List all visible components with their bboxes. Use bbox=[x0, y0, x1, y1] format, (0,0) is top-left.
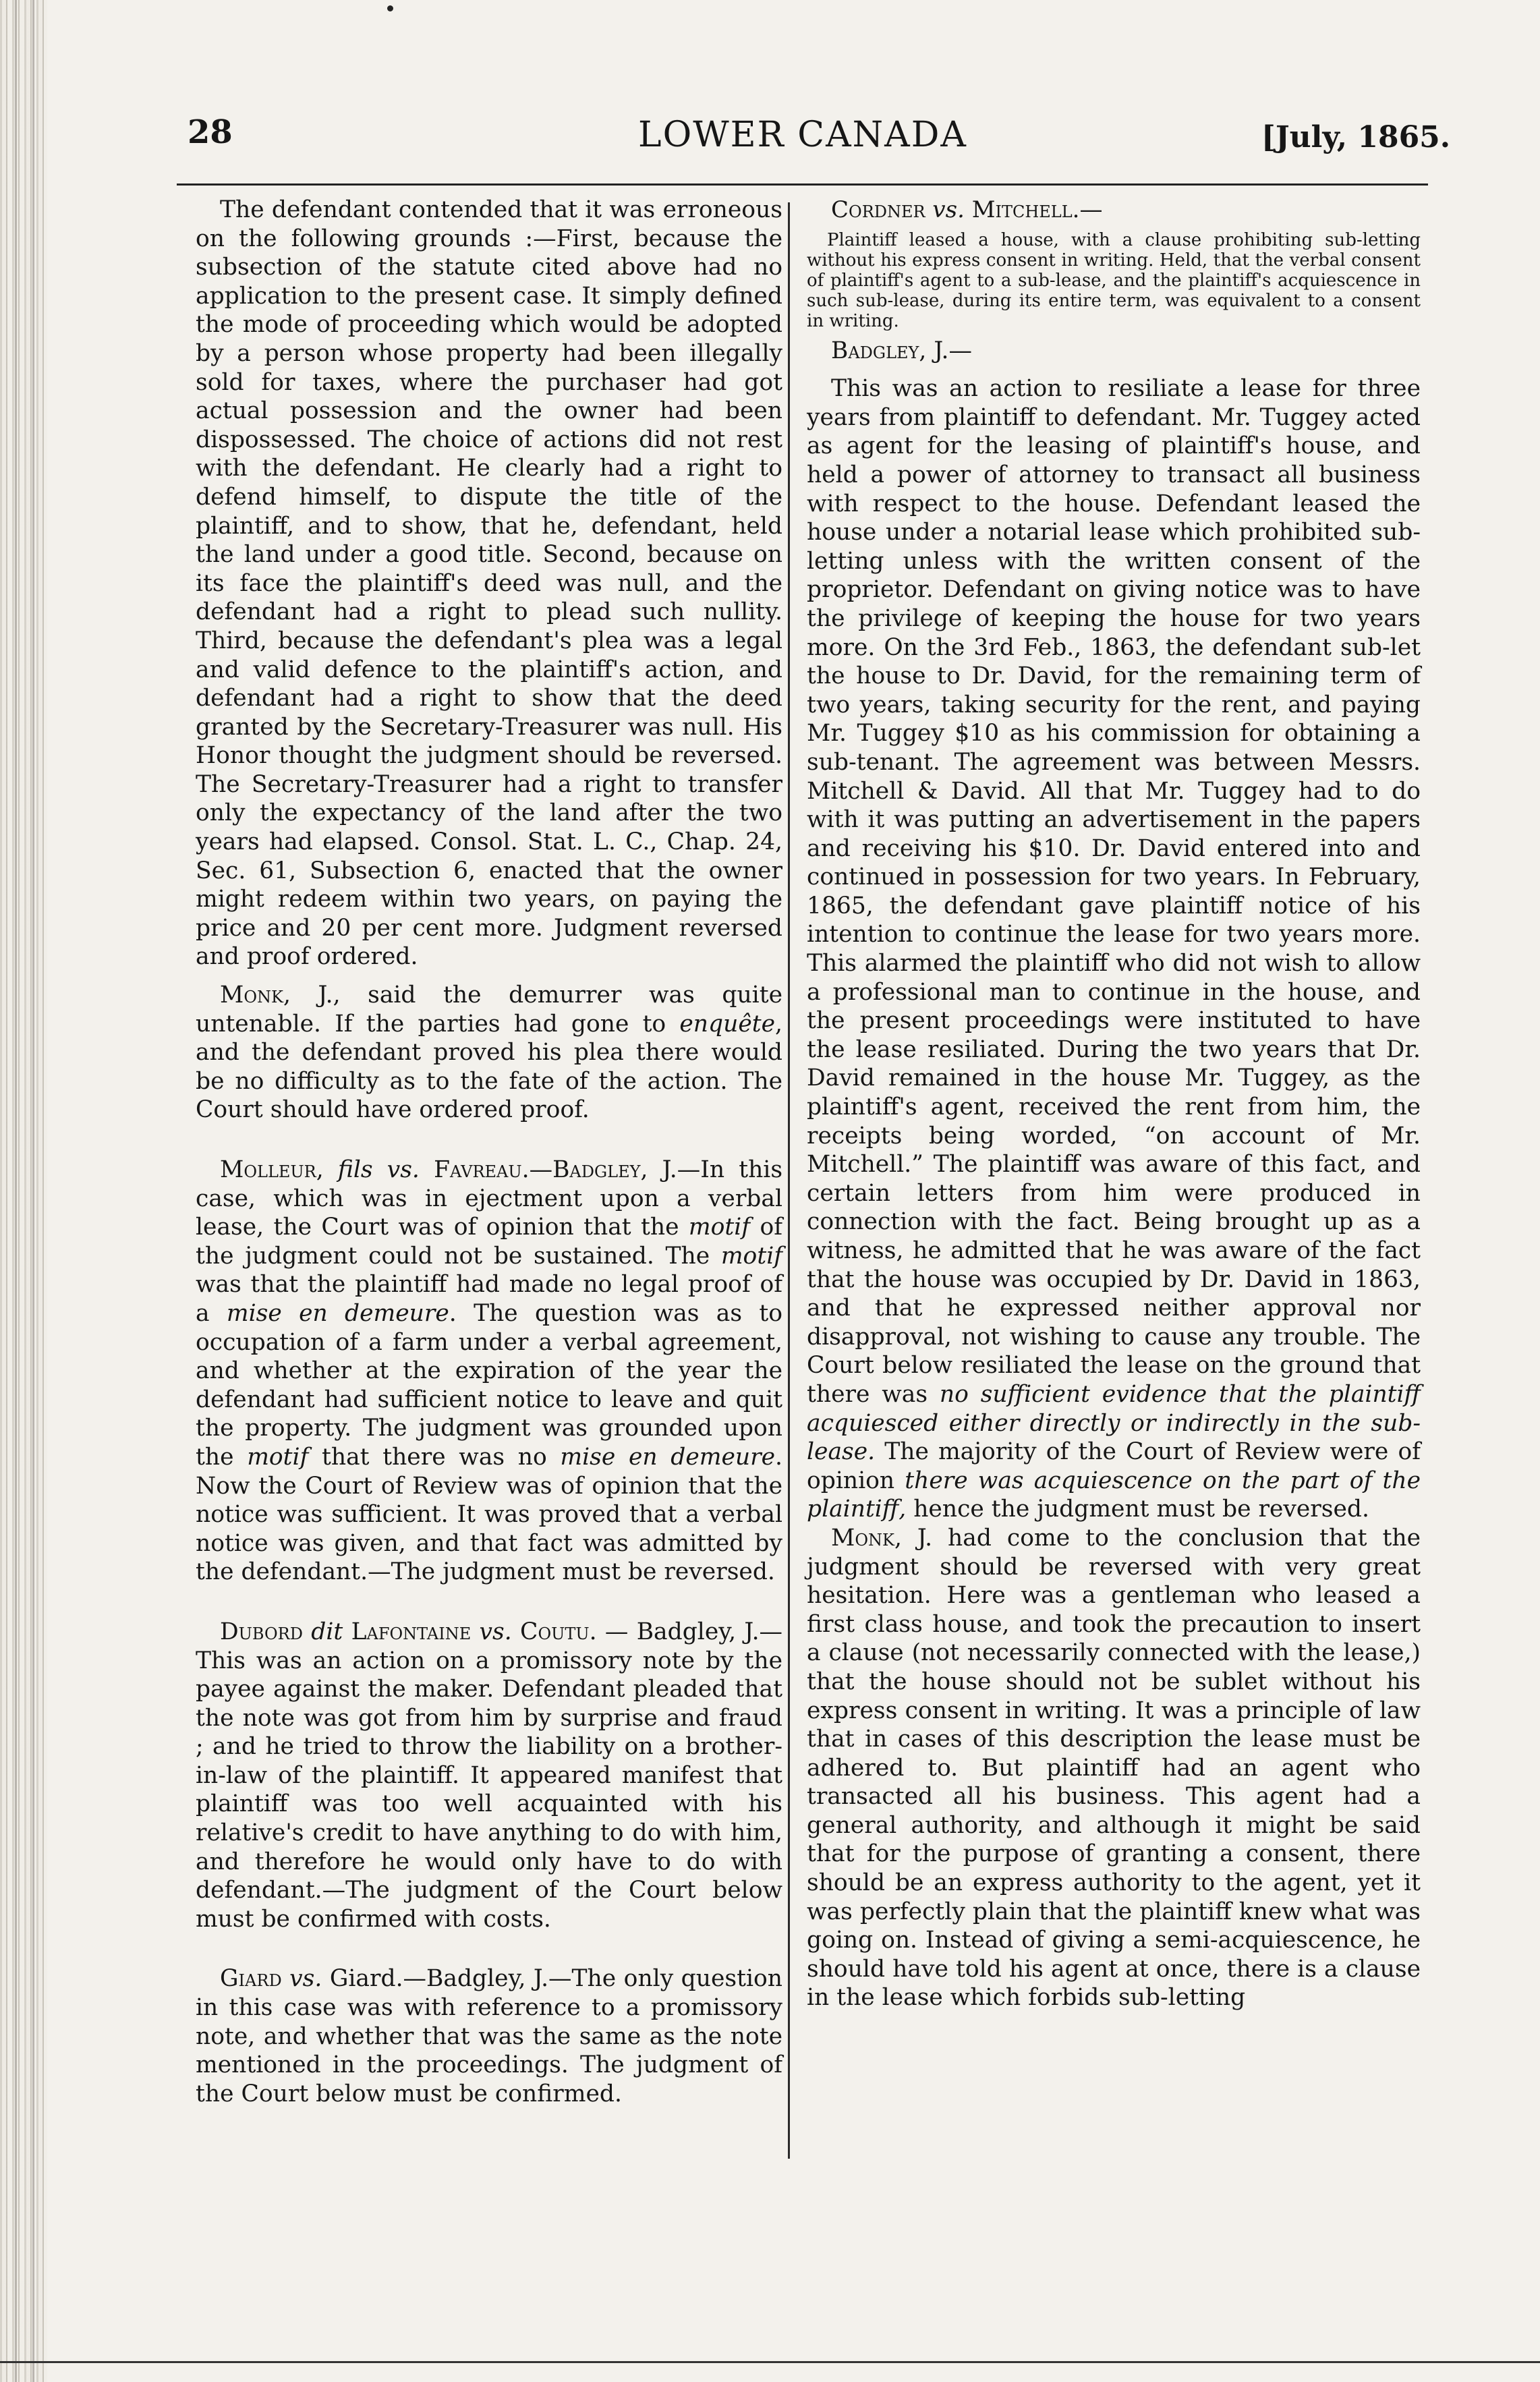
text-run: , J. had come to the conclusion that the judgment should be reversed with very great hesitation. Here was a gentleman who leased a first class house, and took the precaution to insert a clause (not necessarily connected with the lease,) that the house should not be sublet without his express consent in writing. It was a principle of law that in cases of this description the lease must be adhered to. But plaintiff had an agent who transacted all his business. This agent had a general authority, and although it might be said that for the purpose of granting a consent, there should be an express authority to the agent, yet it was perfectly plain that the plaintiff knew what was going on. Instead of giving a semi-acquiescence, he should have told his agent at once, there is a clause in the lease which forbids sub-letting bbox=[807, 1524, 1421, 2012]
text-run: was that the plaintiff had made no legal proof of a bbox=[196, 1271, 782, 1327]
case-title: Giard bbox=[220, 1965, 282, 1993]
book-binding-edge bbox=[0, 0, 47, 2382]
case-title: Mitchell.— bbox=[971, 196, 1103, 223]
right-column bbox=[807, 196, 1421, 2012]
text-run: . The question was as to occupation of a farm under a verbal agreement, and whether at the expiration of the year the defendant had sufficient notice to leave and quit the property. The judgment was grounded upon the bbox=[196, 1299, 782, 1471]
case-giard-giard bbox=[196, 1964, 782, 2108]
case-title: Dubord bbox=[220, 1618, 303, 1645]
text-run: that there was no bbox=[308, 1443, 561, 1471]
italic-term: mise en demeure bbox=[560, 1443, 776, 1471]
paragraph-defendant-contended: The defendant contended that it was erroneous on the following grounds :—First, because the subsection of the statute cited above had no application to the present case. It simply defined the mode of proceeding which would be adopted by a person whose property had been illegally sold for taxes, where the purchaser had got actual possession and the owner had been dispossessed. The choice of actions did not rest with the defendant. He clearly had a right to defend himself, to dispute the title of the plaintiff, and to show, that he, defendant, held the land under a good title. Second, because on its face the plaintiff's deed was null, and the defendant had a right to plead such nullity. Third, because the defendant's plea was a legal and valid defence to the plaintiff's action, and defendant had a right to show that the deed granted by the Secretary-Treasurer was null. His Honor thought the judgment should be reversed. The Secretary-Treasurer had a right to transfer only the expectancy of the land after the two years had elapsed. Consol. Stat. L. C., Chap. 24, Sec. 61, Subsection 6, enacted that the owner might redeem within two years, on paying the price and 20 per cent more. Judgment reversed and proof ordered. bbox=[196, 196, 782, 971]
italic-term: motif bbox=[688, 1214, 751, 1241]
case-title-vs: vs. bbox=[932, 196, 965, 223]
case-title-italic: fils bbox=[337, 1156, 373, 1183]
paragraph-cordner-facts bbox=[807, 374, 1421, 1524]
text-run: Badgley, J.—This was an action on a promissory note by the payee against the maker. Defendant pleaded that the note was got from him by surprise and fraud ; and he tried to throw the liability on a brother-in-law of the plaintiff. It appeared manifest that plaintiff was too well acquainted with his relative's credit to have anything to do with him, and therefore he would only have to do with defendant.—The judgment of the Court below must be confirmed with costs. bbox=[196, 1618, 783, 1933]
text-run: Giard.—Badgley, J.—The only question in this case was with reference to a promissory note, and whether that was the same as the note mentioned in the proceedings. The judgment of the Court below must be confirmed. bbox=[196, 1965, 782, 2107]
case-molleur-favreau bbox=[196, 1156, 782, 1587]
text-run: The majority of the Court of Review were of opinion bbox=[807, 1438, 1421, 1494]
case-title-vs: vs. bbox=[387, 1156, 420, 1183]
judge-heading: Badgley, J.— bbox=[831, 337, 972, 364]
italic-term: motif bbox=[247, 1443, 309, 1471]
header-rule bbox=[177, 183, 1428, 186]
italic-term: no sufficient evidence that the plaintiff acquiesced either directly or indirectly in the sub-lease. bbox=[807, 1380, 1421, 1466]
case-title: Lafontaine bbox=[351, 1618, 472, 1645]
judge-name: Monk bbox=[831, 1524, 894, 1552]
case-title: Molleur, bbox=[220, 1156, 324, 1183]
binding-line bbox=[32, 0, 34, 2382]
running-head: LOWER CANADA bbox=[638, 115, 967, 155]
page-number: 28 bbox=[188, 113, 233, 151]
text-run: of the judgment could not be sustained. The bbox=[196, 1214, 783, 1270]
italic-term: motif bbox=[720, 1242, 782, 1270]
paragraph-monk-opinion bbox=[807, 1524, 1421, 2012]
text-run: , J., said the demurrer was quite untenable. If the parties had gone to bbox=[196, 982, 782, 1038]
case-title-cordner-mitchell bbox=[807, 196, 1421, 225]
italic-term: mise en demeure bbox=[226, 1299, 449, 1327]
text-run: —In this case, which was in ejectment upon a verbal lease, the Court was of opinion that the bbox=[196, 1156, 783, 1241]
italic-term: enquête bbox=[679, 1010, 776, 1038]
text-run: hence the judgment must be reversed. bbox=[906, 1496, 1369, 1523]
header-date: [July, 1865. bbox=[1261, 120, 1451, 154]
headnote: Plaintiff leased a house, with a clause prohibiting sub-letting without his express consent in writing. Held, that the verbal consent of plaintiff's agent to a sub-lease, and the plaintiff's acquiescence in such sub-lease, during its entire term, was equivalent to a consent in writing. bbox=[807, 229, 1421, 331]
left-column bbox=[196, 196, 782, 2108]
case-title-vs: vs. bbox=[479, 1618, 512, 1645]
binding-line bbox=[15, 0, 17, 2382]
column-divider bbox=[788, 202, 790, 2159]
judge-name: Monk bbox=[220, 982, 283, 1009]
text-run: . Now the Court of Review was of opinion that the notice was sufficient. It was proved that a verbal notice was given, and that fact was admitted by the defendant.—The judgment must be reversed. bbox=[196, 1443, 783, 1586]
text-run: , and the defendant proved his plea there would be no difficulty as to the fate of the action. The Court should have ordered proof. bbox=[196, 1010, 782, 1124]
paragraph-monk-demurrer bbox=[196, 981, 782, 1125]
case-title-vs: vs. bbox=[289, 1965, 322, 1993]
printer-mark bbox=[387, 5, 393, 11]
italic-term: there was acquiescence on the part of the plaintiff, bbox=[807, 1467, 1421, 1523]
bottom-rule bbox=[0, 2361, 1540, 2363]
case-title: Coutu. — bbox=[520, 1618, 629, 1645]
text-run: This was an action to resiliate a lease for three years from plaintiff to defendant. Mr. Tuggey acted as agent for the leasing of plaintiff's house, and held a power of attorney to transact all business with respect to the house. Defendant leased the house under a notarial lease which prohibited sub-letting unless with the written consent of the proprietor. Defendant on giving notice was to have the privilege of keeping the house for two years more. On the 3rd Feb., 1863, the defendant sub-let the house to Dr. David, for the remaining term of two years, taking security for the rent, and paying Mr. Tuggey $10 as his commission for obtaining a sub-tenant. The agreement was between Messrs. Mitchell & David. All that Mr. Tuggey had to do with it was putting an advertisement in the papers and receiving his $10. Dr. David entered into and continued in possession for two years. In February, 1865, the defendant gave plaintiff notice of his intention to continue the lease for two years more. This alarmed the plaintiff who did not wish to allow a professional man to continue in the house, and the present proceedings were instituted to have the lease resiliated. During the two years that Dr. David remained in the house Mr. Tuggey, as the plaintiff's agent, received the rent from him, the receipts being worded, “on account of Mr. Mitchell.” The plaintiff was aware of this fact, and certain letters from him were produced in connection with the fact. Being brought up as a witness, he admitted that he was aware of the fact that the house was occupied by Dr. David in 1863, and that he expressed neither approval nor disapproval, not wishing to cause any trouble. The Court below resiliated the lease on the ground that there was bbox=[807, 375, 1421, 1408]
case-title: Cordner bbox=[831, 196, 925, 223]
case-title-italic: dit bbox=[311, 1618, 343, 1645]
case-title: Favreau.—Badgley, J. bbox=[434, 1156, 677, 1183]
case-dubord-coutu bbox=[196, 1618, 782, 1934]
